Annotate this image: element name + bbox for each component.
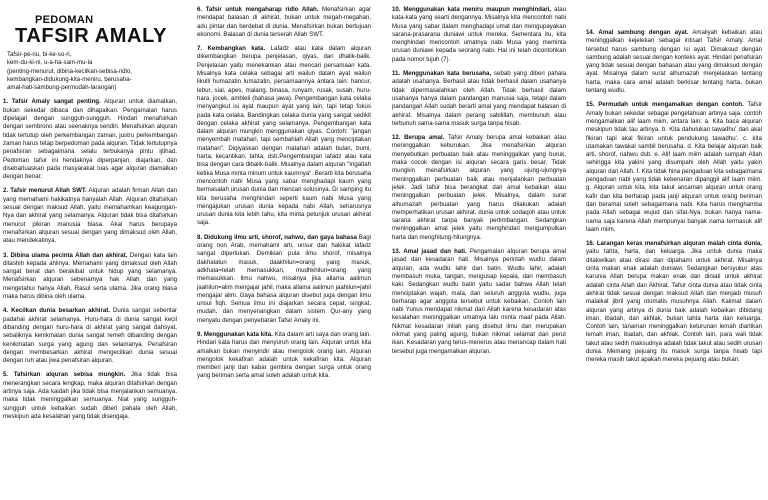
principle-heading: 2. Tafsir menurut Allah SWT.	[3, 187, 87, 195]
intro-line: Tafsir-pe-nu, bi-ke-so-ri,	[7, 51, 72, 58]
intro-line: kem-du-ki-ni, u-a-ha-sam-mu-la	[7, 59, 93, 67]
intro-block	[7, 51, 177, 92]
column-3	[392, 6, 566, 362]
principle-heading: 15. Permudah untuk mengamalkan dengan contoh.	[586, 101, 744, 109]
intro-line: (penting-menurut, dibina-kecilkan-sebisa-ridlo,	[7, 67, 132, 75]
principle-10	[392, 6, 566, 64]
principle-heading: 7. Kembangkan kata.	[197, 45, 266, 53]
principle-8	[197, 234, 371, 325]
document-title: TAFSIR AMALY	[15, 25, 168, 47]
principle-body: Dengan kata lain ditashih kepada ahlinya. Memahami yang dimaksud oleh Allah sangat berat dan berakibat untuk hidup yang selamanya. Menafsirkan alquran sebenarnya hak Allah dan yang mengetahui hanya Allah, Rasul serta ulama. Jika orang biasa maka harus dibina oleh ulama.	[3, 251, 177, 301]
principle-15	[586, 101, 762, 234]
principle-body: Pengamalan alquran berupa amal jasad dan kesadaran hati. Misalnya perintah wudlu dalam alquran, ada wudlu lahir dan batin. Wudlu lahir, adalah membasuh muka, tangan, mengusap kepala, dan membasuh kaki. Sedangkan wudlu batin yaitu sadar bahwa Allah telah menciptakan wajah, mata, dan seluruh anggota wudlu, juga berharap agar anggota tersebut untuk kebaikan. Contoh lain nabi Yunus mendapat nikmat dari Allah karena kesadaran atas kesalahan meninggalkan umatnya lalu minta maaf pada Allah. Nikmat kesadaran inilah yang disebut ilmu dan merupakan nikmat yang paling agung, bukan nikmat selamat dari perut ikan. Kesadaran yang terus-menerus atau menancap dalam hati tersebut juga mengamalkan alquran.	[392, 248, 566, 355]
principle-4	[3, 307, 177, 365]
principle-body: Lafadz atau kata dalam alquran dikembangkan berupa penjelasan, qiyas, dan dhalik-balik. Penjelasan yaitu menekankan atau mencari persamaan kata. Misalnya kata celaka sebagai arti wailun dalam ayat wailun likulli humazatin lumazatin, persamaannya antara lain: hancur, lebur, sial, apes, malang, binasa, runyam, rusak, susah, huru-hara, jocek, ambleli (bahasa jawa). Pengembangan kata celaka menyangkut isi ayat maupun ayat yang lain, tapi tetap fokus pada kata celaka. Bandingkan celaka dunia yang sangat sedikit dengan celaka akhirat yang selamanya. Pengembangan kata dalam alquran mungkin menggunakan qiyas. Contoh: "jangan menyembah matahari, tapi sembahlah Allah yang menciptakan matahari". Diqiyaskan dengan matahari adalah bulan, bumi, harta, kecantikan, tahta, dsb.Pengembangan lafadz atau kata bisa dengan cara dibalik-balik. Misalnya dalam alquran "Ingatlah ketika Musa minta minum untuk kaumnya". Berarti kita berusaha mencontoh nabi Musa yang sabar menghadapi kaum yang bermasalah urusan dunia dan mencari solusinya. Di samping itu kita berusaha menghindari seperti kaum nabi Musa yang mengajukan urusan dunia kepada nabi Allah, seharusnya urusan dunia kita lebih tahu, kita minta petunjuk urusan akhirat saja.	[197, 45, 371, 227]
principle-3	[3, 252, 177, 302]
column-1	[3, 14, 177, 427]
principle-12	[392, 134, 566, 242]
principle-heading: 11. Menggunakan kata berusaha,	[392, 70, 492, 78]
principle-14	[586, 29, 762, 95]
principle-heading: 12. Berupa amal.	[392, 134, 445, 142]
intro-line: kembangkan-didukung-kita-meniru, berusaha-	[7, 75, 132, 83]
principle-16	[586, 240, 762, 364]
principle-heading: 14. Amal sambung dengan ayat.	[586, 29, 689, 36]
principle-11	[392, 70, 566, 128]
principle-body: Bagi orang non Arab, memahami arti, unsur dan hakikat lafadz sangat diperlukan. Demikian pula ilmu shorof, misalnya dakhalatun masuk, daakhilun=orang yang masuk, adkhala=telah memasukkan, mudhkhilun=orang yang memasukkan. Ilmu nahwu, misalnya jika allama aalimun jaahilun=alim mengajar jahil, maka allama aalimun jaahilun=jahil mengajar alim. Gaya bahasa alquran disebut juga dengan ilmu unsul fiqh. Semua ilmu ini diajarkan secara cepat, singkat, mudah, dan menyenangkan dalam sistem Qur-any yang menyatu dengan penyebaran Tafsir Amaly ini.	[197, 233, 371, 324]
principle-5	[3, 371, 177, 421]
principle-2	[3, 187, 177, 245]
principle-1	[3, 98, 177, 181]
principle-body: Tafsir Amaly bukan sekedar sebagai pengetahuan artinya saja. contoh mengamalkan alif laam miim, antara lain: a. Kita baca alquran meskipun tidak tau artinya. b. Kita dahulukan tawadhu' dari akal fikiran tapi akal fikiran untuk pendukung tawadhu'. c. kita utamakan tawakal sambil berusaha. d. Kita belajar alquran baik arti, shorof, nahwu dsb. e. Alif laam miim adalah sumpah Allah sehingga kita yakini yang disumpahi oleh Allah yaitu yakin alquran dari Allah. f. Kita tidak hina pengaduan kita sebagaimana pengaduan nabi yang tidak kebenaran dipanggil alif laam miim. g. Alquran untuk kita, kita takut ancaman alquran untuk orang kafir dan kita berharap pada janji alquran untuk orang beriman dan beramal soleh sebagaimana nabi. Kita harus menghamba pada Allah sebagai wujud dan sifat-Nya, bukan hanya nama-nama saja karena Allah mempunyai banyak nama termasuk alif laam miim.	[586, 101, 762, 233]
principle-heading: 3. Dibina ulama pecinta Allah dan akhirat.	[3, 251, 128, 259]
principle-heading: 16. Larangan keras menafsirkan alquran malah cinta dunia,	[586, 240, 762, 248]
principle-body: atau kata-kata yang searti dengannya. Misalnya kita mencontoh nabi Musa yang sabar dalam menghadapi umat dan mengupayakan sarana-prasarana duniawi untuk mereka. Sementara itu, kita menghindari mencontoh umatnya nabi Musa yang meminta urusan duniawi kepada seorang nabi. Hal ini telah dicontohkan pada nomor tujuh (7).	[392, 6, 566, 63]
column-2	[197, 6, 371, 387]
principle-body: Alquran adalah firman Allah dan yang memahami hakikatnya hanyalah Allah. Alquran ditafsirkan sesuai dengan maksud Allah, yaitu memahamkan keagungan-Nya dan akhirat yang selamanya. Alquran tidak bisa ditafsirkan menurut pikiran manusia biasa. Akal harus berupaya menafsirkan alquran sesuai dengan yang dimaksud oleh Allah, atau mendekatinya.	[3, 187, 177, 245]
intro-line: amal-hati-sambung-permudah-larangan)	[7, 84, 117, 92]
principle-body: Menafsirkan agar mendapat balasan di akhirat, bukan untuk megah-megahan, adu pintar dan berdebat di dunia. Menafsirkan bukan bertujuan ekonomi. Balasan di dunia terserah Allah SWT.	[197, 6, 371, 38]
principle-heading: 8. Didukung ilmu arti, shorof, nahwu, dan gaya bahasa	[197, 233, 357, 241]
principle-6	[197, 6, 371, 39]
principle-body: Jika tidak bisa menerangkan secara lengkap, maka alquran ditafsirkan dengan artinya saja. Ada kaidah jika tidak bisa menjalankan semuanya, maka tidak meninggalkan semuanya. Niat yang sungguh-sungguh untuk kebaikan sudah diberi pahala oleh Allah, meskipun ada kesalahan yang tidak disengaja.	[3, 371, 178, 420]
principle-13	[392, 248, 566, 356]
principle-body: Dunia sangat sebentar padahal akhirat selamanya. Huru-hara di dunia sangat kecil dibanding dengan huru-hara di akhirat yang sangat dahsyat, sebaliknya kenikmatan dunia sangat remeh dibanding dengan kenikmatan surga yang agung dan selamanya. Penafsiran dengan membesarkan akhirat mengecilkan dunia sesuai dengan ruh atau jiwa penafsiran alquran.	[3, 307, 177, 365]
principle-heading: 10. Menggunakan kata meniru maupun menghindari,	[392, 6, 552, 13]
principle-heading: 4. Kecilkan dunia besarkan akhirat.	[3, 307, 110, 315]
principle-body: Alquran untuk diamalkan, bukan sekedar dibaca dan dihapalkan. Pengamalan harus dipelajari dengan sungguh-sungguh. Hindari menafsirkan dengan sembrono atau seenaknya sendiri. Menafsirkan alquran tidak tertutup oleh perkembangan zaman, justru perkembangan zaman harus tetap berpedoman pada alquran. Tidak tertutupnya penafsiran sebagaimana selalu terbukanya pintu ijtihad. Pedoman tafsir ini hendaknya diperpanjan, diajarkan, dan disebarluaskan pada masyarakat luas agar alquran diamalkan dengan benar.	[3, 98, 177, 181]
principle-body: yaitu tahta, harta, dan keluarga. Jika untuk dunia maka ditakwilkan atau dirasi dan dipahami untuk akhirat. Misalnya cinta makan enak adalah duniawi. Sedangkan bersyukur atas karunia Allah berupa makan enak dan diniati untuk akhirat adalah cinta Allah dan Akhirat. Tafsir cinta dunia atau tidak cinta akhirat tidak sesuai dengan maksud Allah dan menjadi musuh malaikat jibril yang otomatis musuhnya Allah. Kalimat dalam alquran yang artinya di dunia baik adalah kebaikan dibidang iman, ibadah, dan akhlak, bukan tahta harta dan keluarga. Contoh lain, tanaman meninggalkan keturunan lemah diartikan lemah iman, ibadah, dan akhlak. Contoh lain, para wali tidak takut atau sedih maksudnya adalah tidak takut atau sedih urusan dunia. Memang pejuang itu masuk surga tanpa hisab tapi mereka masih takut apakah mereka pejuang atau bukan.	[586, 248, 762, 364]
principle-9	[197, 331, 371, 381]
principle-heading: 5. Tafsirkan alquran sebisa mungkin.	[3, 371, 126, 379]
principle-heading: 9. Menggunakan kata kita.	[197, 330, 273, 338]
principle-body: Tafsir Amaly berupa amal kebaikan atau meninggalkan keburukan. Jika menafsirkan alquran menyebutkan perbuatan baik atau meninggalkan yang buruk, maka cocok dengan isi alquran secara garis besar. Tidak mungkin menafsirkan alquran yang ujung-ujungnya meninggalkan perbuatan baik atau menjalankan perbuatan jelek. Jadi tafsir bisa berangkat dari amal kebaikan atau meninggalkan perbuatan jelek. Misalnya, dalam surat alhumazah perbuatan yang harus dilakukan adalah memperhatikan urusan akhirat, dunia untuk sodaqoh atau untuk sarana akhirat tanpa banyak pertimbangan. Sedangkan meninggalkan amal jelek yaitu menghindari mengumpulkan harta dan menghitung-hitungnya.	[392, 134, 566, 241]
principle-body: Kita dalam arti saya dan orang lain. Hindari kata harus dan menyuruh orang lain. Alquran untuk kita amalkan bukan menyindir atau mengolok orang lain. Alquran mengolok kekafiran adalah untuk kekafiran kita. Alquran memberi janji dan kabar gembira dengan surga untuk orang yang beriman serta amal soleh adalah untuk kita.	[197, 330, 371, 380]
principle-7	[197, 45, 371, 228]
principle-body: sebab yang diberi pahala adalah usahanya. Berhasil atau tidak berhasil dalam usahanya tidak dipermasalahkan oleh Allah. Tidak berhasil dalam usahanya hanya dalam pandangan manusia saja, tetapi dalam pandangan Allah sudah berarti amal yang mendapat balasan di akhirat. Misalnya dalam perang sabilillah, membunuh atau terbunuh sama-sama masuk surga tanpa hisab.	[392, 70, 567, 127]
pedoman-label: PEDOMAN	[35, 14, 94, 26]
principle-heading: 1. Tafsir Amaly sangat penting.	[3, 98, 101, 106]
principle-body: Amaliyah kebaikan atau meninggalkan kejelekan sebagai intisari Tafsir Amaly. Amal tersebut harus sambung dengan isi ayat. Dimaksud dengan sambung adalah sesuai dengan konteks ayat. Hindari penafsiran yang tidak sesuai dengan bahasan atau yang dimaksud dengan ayat. Misalnya dalam surat alhumazah menjelaskan tentang harta, maka cara amal adalah berkisar tentang harta, bukan tentang wudlu.	[586, 29, 763, 95]
principle-heading: 13. Amal jasad dan hati.	[392, 248, 467, 256]
principle-heading: 6. Tafsir untuk mengaharap ridlo Allah.	[197, 6, 319, 13]
column-4	[586, 29, 762, 371]
